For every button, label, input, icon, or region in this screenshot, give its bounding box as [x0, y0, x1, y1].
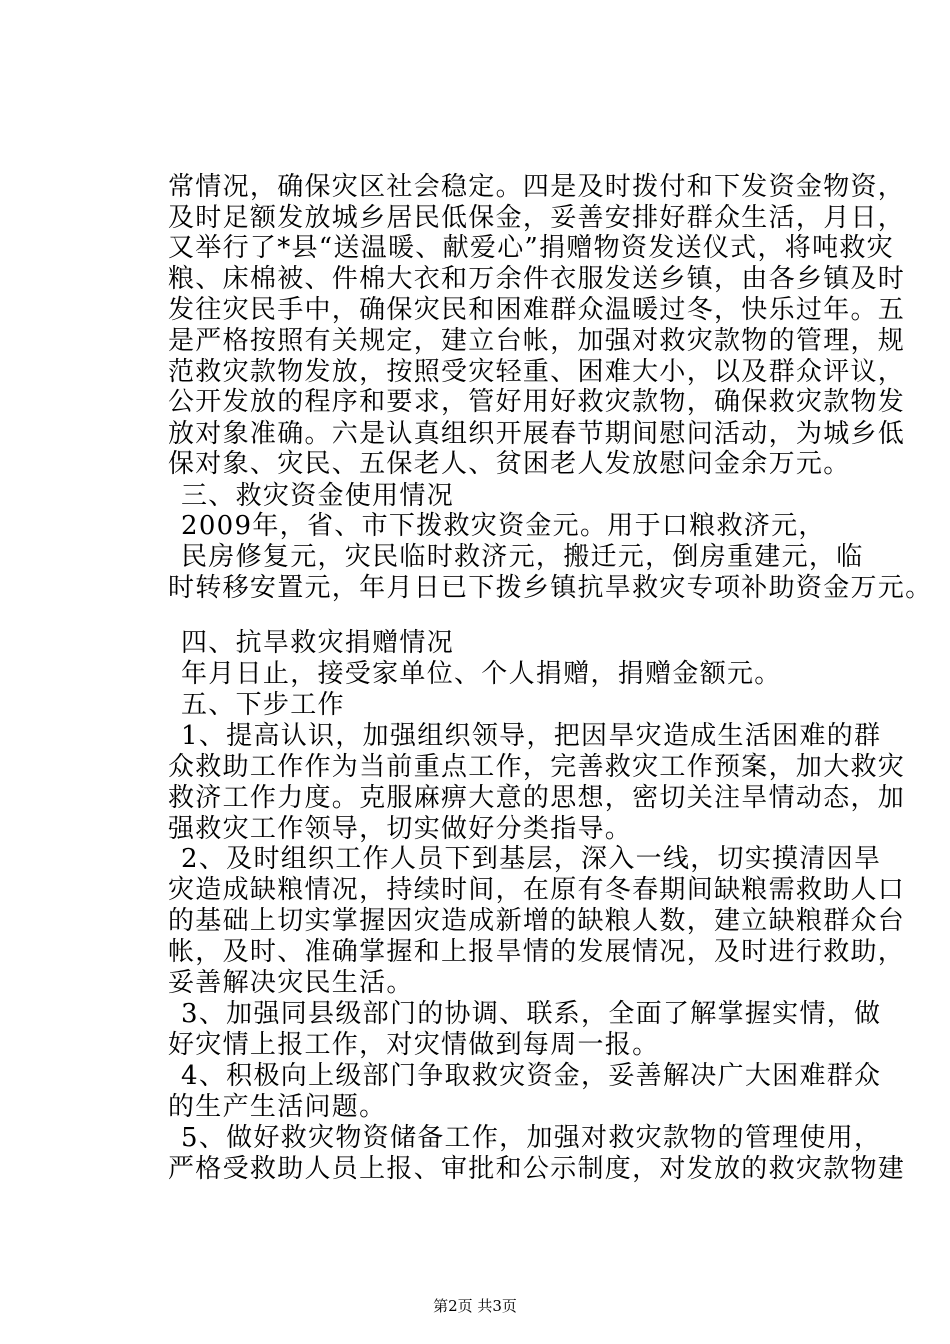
- text-line: 的生产生活问题。: [168, 1092, 387, 1122]
- text-line: 2009年，省、市下拨救灾资金元。用于口粮救济元，: [181, 511, 826, 541]
- text-line: 及时足额发放城乡居民低保金，妥善安排好群众生活，月日，: [168, 203, 906, 233]
- text-line: 四、抗旱救灾捐赠情况: [181, 628, 455, 658]
- text-line: 五、下步工作: [181, 690, 345, 720]
- text-line: 4、积极向上级部门争取救灾资金，妥善解决广大困难群众: [181, 1061, 882, 1091]
- text-line: 强救灾工作领导，切实做好分类指导。: [168, 814, 633, 844]
- text-line: 放对象准确。六是认真组织开展春节期间慰问活动，为城乡低: [168, 419, 906, 449]
- page-footer: 第2页 共3页: [433, 1297, 517, 1315]
- text-line: 年月日止，接受家单位、个人捐赠，捐赠金额元。: [181, 659, 782, 689]
- text-line: 民房修复元，灾民临时救济元，搬迁元，倒房重建元，临: [181, 542, 864, 572]
- text-line: 好灾情上报工作，对灾情做到每周一报。: [168, 1030, 660, 1060]
- text-line: 3、加强同县级部门的协调、联系，全面了解掌握实情，做: [181, 999, 882, 1029]
- text-line: 是严格按照有关规定，建立台帐，加强对救灾款物的管理，规: [168, 326, 906, 356]
- text-line: 2、及时组织工作人员下到基层，深入一线，切实摸清因旱: [181, 844, 882, 874]
- text-line: 严格受救助人员上报、审批和公示制度，对发放的救灾款物建: [168, 1154, 906, 1184]
- text-line: 的基础上切实掌握因灾造成新增的缺粮人数，建立缺粮群众台: [168, 906, 906, 936]
- text-line: 灾造成缺粮情况，持续时间，在原有冬春期间缺粮需救助人口: [168, 875, 906, 905]
- text-line: 三、救灾资金使用情况: [181, 481, 455, 511]
- text-line: 粮、床棉被、件棉大衣和万余件衣服发送乡镇，由各乡镇及时: [168, 264, 906, 294]
- text-line: 妥善解决灾民生活。: [168, 968, 414, 998]
- text-line: 保对象、灾民、五保老人、贫困老人发放慰问金余万元。: [168, 449, 851, 479]
- text-line: 公开发放的程序和要求，管好用好救灾款物，确保救灾款物发: [168, 387, 906, 417]
- text-line: 常情况，确保灾区社会稳定。四是及时拨付和下发资金物资，: [168, 172, 906, 202]
- text-line: 救济工作力度。克服麻痹大意的思想，密切关注旱情动态，加: [168, 783, 906, 813]
- text-line: 发往灾民手中，确保灾民和困难群众温暖过冬，快乐过年。五: [168, 295, 906, 325]
- text-line: 5、做好救灾物资储备工作，加强对救灾款物的管理使用，: [181, 1123, 882, 1153]
- text-line: 帐，及时、准确掌握和上报旱情的发展情况，及时进行救助，: [168, 937, 906, 967]
- text-line: 1、提高认识，加强组织领导，把因旱灾造成生活困难的群: [181, 721, 882, 751]
- text-line: 又举行了*县“送温暖、献爱心”捐赠物资发送仪式，将吨救灾: [168, 233, 894, 263]
- text-line: 范救灾款物发放，按照受灾轻重、困难大小，以及群众评议，: [168, 357, 906, 387]
- text-line: 时转移安置元，年月日已下拨乡镇抗旱救灾专项补助资金万元。: [168, 573, 933, 603]
- text-line: 众救助工作作为当前重点工作，完善救灾工作预案，加大救灾: [168, 752, 906, 782]
